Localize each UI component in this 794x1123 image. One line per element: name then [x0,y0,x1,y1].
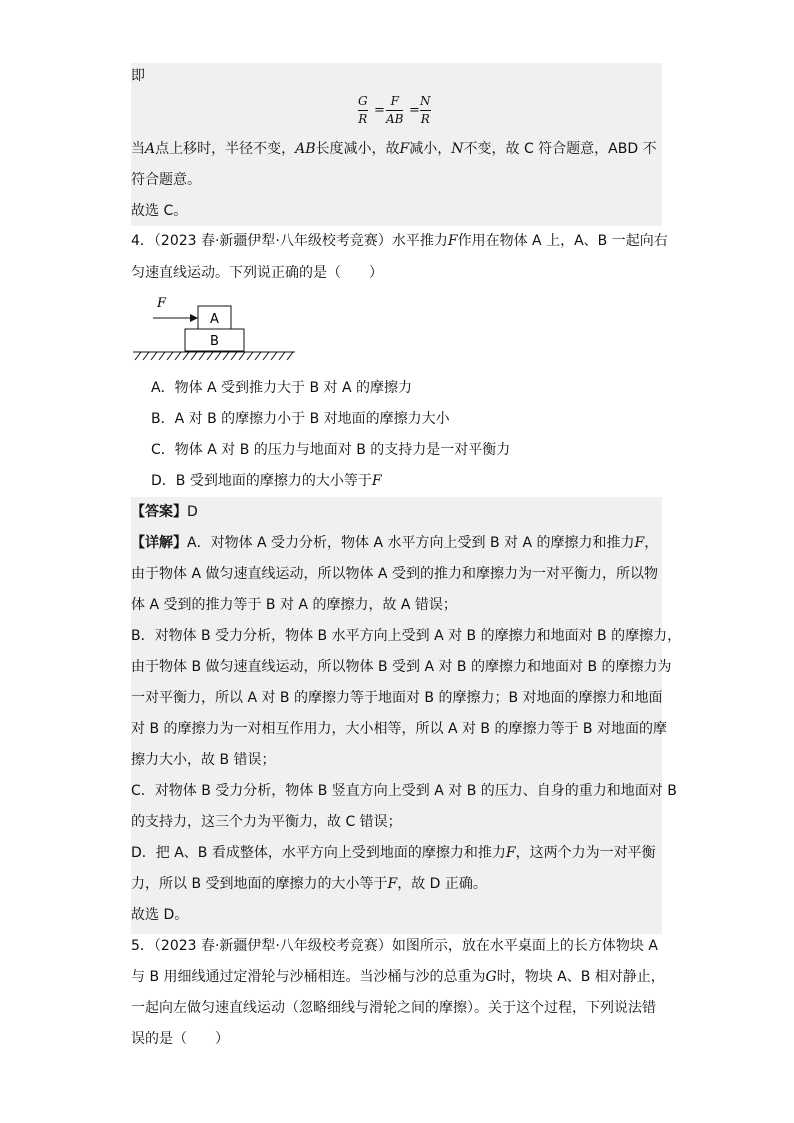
numerator-g: G [358,94,368,108]
block-a-label: A [210,312,219,327]
answer-label: 【答案】 [131,504,187,520]
q4-solution-shade [131,497,662,934]
q4-detail-line7: 对 B 的摩擦力为一对相互作用力，大小相等，所以 A 对 B 的摩擦力等于 B 对地面的摩 [131,721,667,737]
q5-stem-line2: 与 B 用细线通过定滑轮与沙桶相连。当沙桶与沙的总重为G时，物块 A、B 相对静止， [131,969,665,985]
q5-stem-line3: 一起向左做匀速直线运动（忽略细线与滑轮之间的摩擦）。关于这个过程，下列说法错 [131,1000,656,1016]
prev-solution-line1: 当A点上移时，半径不变，AB长度减小，故F减小，N不变，故 C 符合题意，ABD 不 [131,141,657,157]
q4-detail-line5: 由于物体 B 做匀速直线运动，所以物体 B 受到 A 对 B 的摩擦力和地面对 B 的摩擦力为 [131,659,672,675]
q4-option-d[interactable]: D．B 受到地面的摩擦力的大小等于F [151,473,382,489]
q4-detail-line6: 一对平衡力，所以 A 对 B 的摩擦力等于地面对 B 的摩擦力；B 对地面的摩擦力和地面 [131,690,663,706]
q5-stem-line4: 误的是（ ） [131,1031,229,1047]
fraction-n-over-r [420,94,431,127]
answer-value: D [187,504,198,520]
denominator-r: R [420,112,430,126]
q4-detail-line10: 的支持力，这三个力为平衡力，故 C 错误； [131,814,402,830]
denominator-r: R [358,112,368,126]
q4-figure [131,292,301,367]
equals-sign: = [409,103,420,118]
equals-sign: = [374,103,385,118]
prev-solution-line2: 符合题意。 [131,172,201,188]
q4-detail-line2: 由于物体 A 做匀速直线运动，所以物体 A 受到的推力和摩擦力为一对平衡力，所以物 [131,566,658,582]
block-b-label: B [210,334,219,349]
q4-choose: 故选 D。 [131,907,189,923]
prev-solution-ji: 即 [131,68,145,84]
q4-stem-line1: 4．（2023 春·新疆伊犁·八年级校考竞赛）水平推力F作用在物体 A 上，A、B 一起向右 [131,233,668,249]
q4-detail-line8: 擦力大小，故 B 错误； [131,752,276,768]
fraction-g-over-r [358,94,368,127]
numerator-n: N [420,94,431,108]
q4-detail-line4: B．对物体 B 受力分析，物体 B 水平方向上受到 A 对 B 的摩擦力和地面对 B 的摩擦力， [131,628,682,644]
q4-option-b[interactable]: B．A 对 B 的摩擦力小于 B 对地面的摩擦力大小 [151,411,450,427]
numerator-f: F [390,94,399,108]
q4-option-a[interactable]: A．物体 A 受到推力大于 B 对 A 的摩擦力 [151,380,413,396]
prev-solution-choose: 故选 C。 [131,203,188,219]
q4-option-c[interactable]: C．物体 A 对 B 的压力与地面对 B 的支持力是一对平衡力 [151,442,511,458]
fraction-f-over-ab [386,94,403,127]
q4-answer [131,502,198,522]
q4-detail-line1: 【详解】A．对物体 A 受力分析，物体 A 水平方向上受到 B 对 A 的摩擦力和推力F， [131,535,659,551]
q4-detail-line9: C．对物体 B 受力分析，物体 B 竖直方向上受到 A 对 B 的压力、自身的重力和地面对 B [131,783,677,799]
q4-stem-line2: 匀速直线运动。下列说正确的是（ ） [131,265,383,281]
denominator-ab: AB [386,112,404,126]
force-label: F [157,296,167,311]
q4-detail-line12: 力，所以 B 受到地面的摩擦力的大小等于F，故 D 正确。 [131,876,487,892]
q5-stem-line1: 5．（2023 春·新疆伊犁·八年级校考竞赛）如图所示，放在水平桌面上的长方体物块 A [131,938,658,954]
q4-detail-line3: 体 A 受到的推力等于 B 对 A 的摩擦力，故 A 错误； [131,597,457,613]
q4-detail-line11: D．把 A、B 看成整体，水平方向上受到地面的摩擦力和推力F，这两个力为一对平衡 [131,845,656,861]
ground-hatching [135,352,293,360]
